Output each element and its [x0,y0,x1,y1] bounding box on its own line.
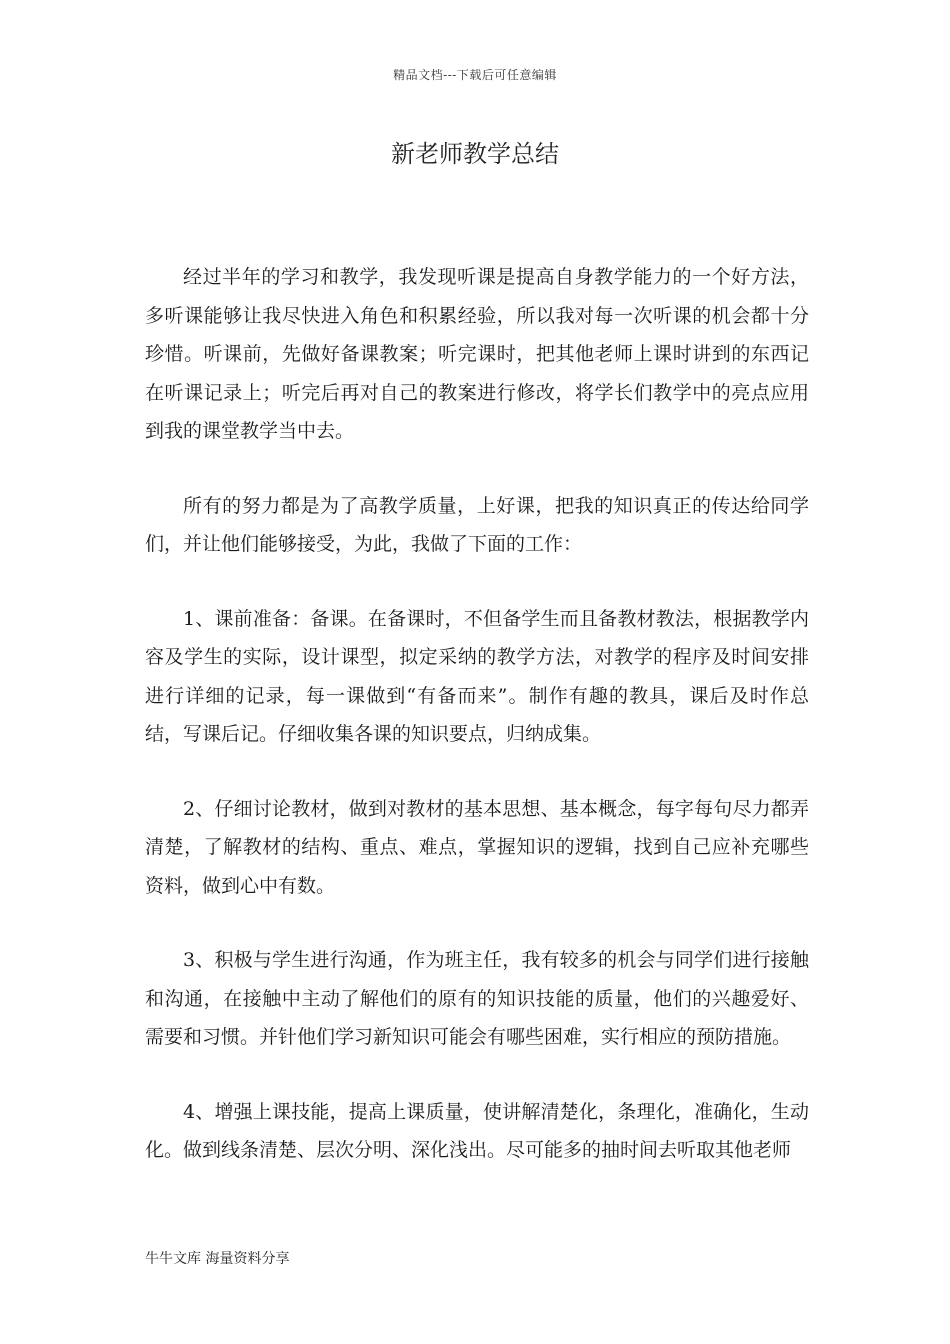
document-title: 新老师教学总结 [391,140,559,168]
paragraph-6: 4、增强上课技能，提高上课质量，使讲解清楚化，条理化，准确化，生动化。做到线条清楚、层次分明、深化浅出。尽可能多的抽时间去听取其他老师 [145,1100,809,1161]
paragraph-5: 3、积极与学生进行沟通，作为班主任，我有较多的机会与同学们进行接触和沟通，在接触中主动了解他们的原有的知识技能的质量，他们的兴趣爱好、需要和习惯。并针他们学习新知识可能会有哪些困难，实行相应的预防措施。 [145,949,809,1048]
paragraph-4: 2、仔细讨论教材，做到对教材的基本思想、基本概念，每字每句尽力都弄清楚，了解教材的结构、重点、难点，掌握知识的逻辑，找到自己应补充哪些资料，做到心中有数。 [145,797,809,897]
footer-note: 牛牛文库 海量资料分享 [145,1251,290,1267]
paragraph-2: 所有的努力都是为了高教学质量，上好课，把我的知识真正的传达给同学们，并让他们能够接受，为此，我做了下面的工作： [145,494,809,555]
document-body [145,258,809,1170]
header-note: 精品文档---下载后可任意编辑 [393,68,557,82]
paragraph-3: 1、课前准备：备课。在备课时，不但备学生而且备教材教法，根据教学内容及学生的实际，设计课型，拟定采纳的教学方法，对教学的程序及时间安排进行详细的记录，每一课做到“有备而来”。制作有趣的教具，课后及时作总结，写课后记。仔细收集各课的知识要点，归纳成集。 [145,607,809,745]
paragraph-1: 经过半年的学习和教学，我发现听课是提高自身教学能力的一个好方法，多听课能够让我尽快进入角色和积累经验，所以我对每一次听课的机会都十分珍惜。听课前，先做好备课教案；听完课时，把其他老师上课时讲到的东西记在听课记录上；听完后再对自己的教案进行修改，将学长们教学中的亮点应用到我的课堂教学当中去。 [145,266,809,442]
